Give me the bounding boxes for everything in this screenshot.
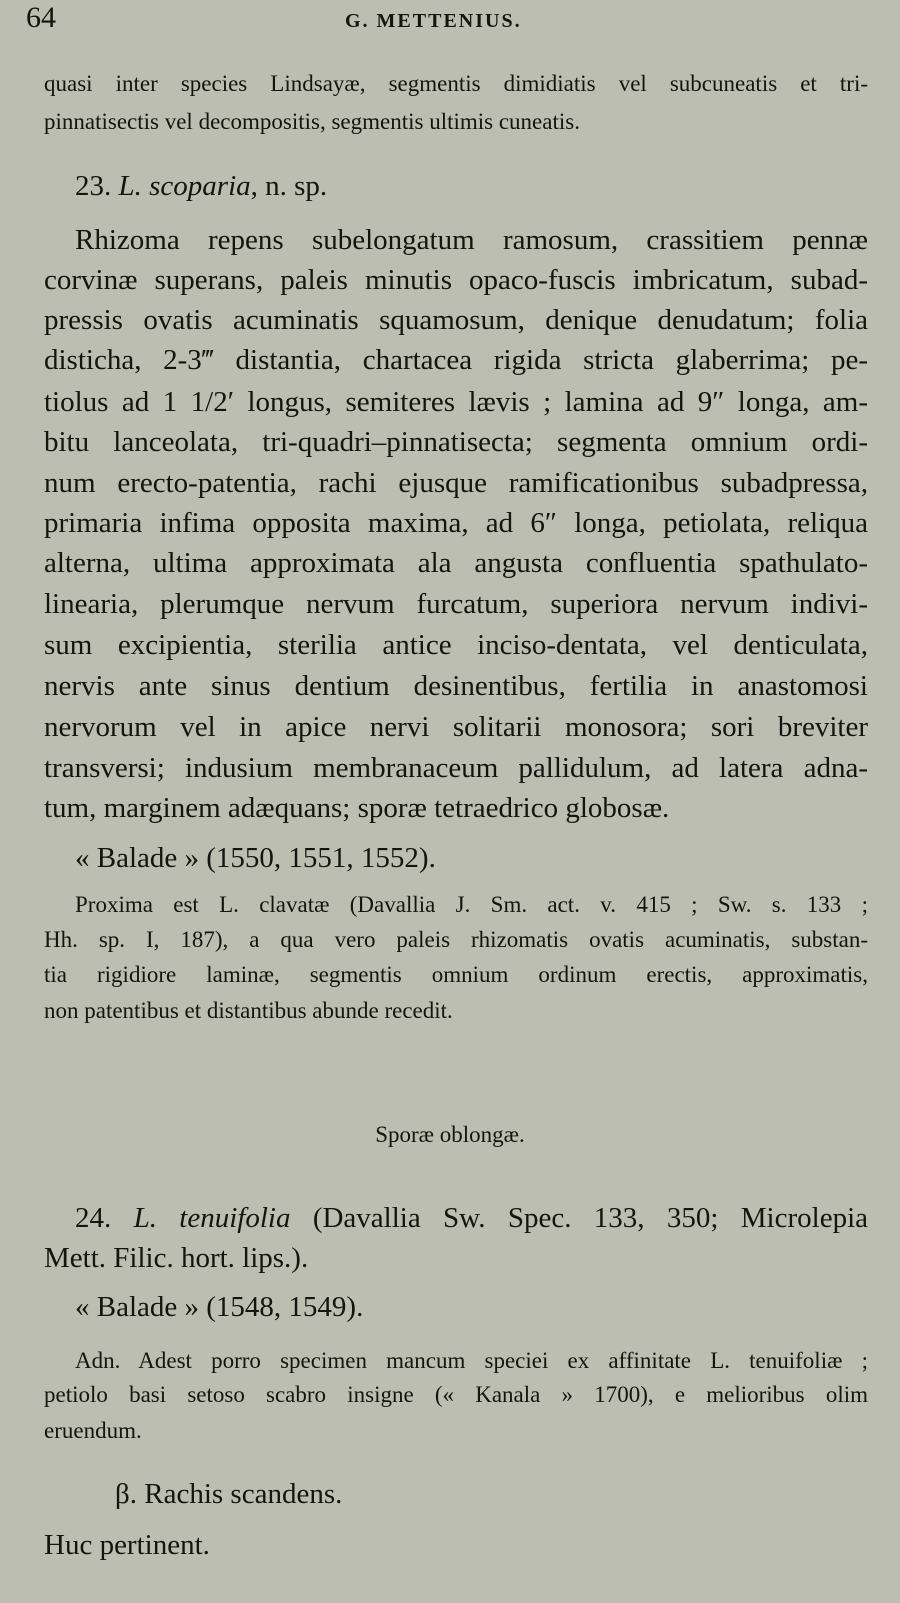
text-line: Adn. Adest porro specimen mancum speciei ex affinitate L. tenuifoliæ ; (75, 1348, 868, 1373)
text-line: eruendum. (44, 1418, 142, 1443)
text-line: Rhizoma repens subelongatum ramosum, crassitiem pennæ (75, 224, 868, 256)
species-23-locality: « Balade » (1550, 1551, 1552). (75, 842, 436, 874)
species-heading-23 (75, 166, 327, 206)
text-line: Proxima est L. clavatæ (Davallia J. Sm. act. v. 415 ; Sw. s. 133 ; (75, 892, 868, 917)
species-name: L. scoparia (118, 170, 251, 202)
text-line: linearia, plerumque nervum furcatum, superiora nervum indivi- (44, 588, 868, 620)
text-line: tiolus ad 1 1/2′ longus, semiteres lævis ; lamina ad 9″ longa, am- (44, 386, 868, 418)
species-number: 23. (75, 170, 112, 202)
text-line: non patentibus et distantibus abunde recedit. (44, 998, 453, 1023)
species-suffix: , n. sp. (250, 170, 328, 202)
text-line: bitu lanceolata, tri-quadri–pinnatisecta; segmenta omnium ordi- (44, 426, 868, 458)
species-24-locality: « Balade » (1548, 1549). (75, 1291, 364, 1323)
text-line: corvinæ superans, paleis minutis opaco-fuscis imbricatum, subad- (44, 264, 868, 296)
text-line: disticha, 2-3‴ distantia, chartacea rigida stricta glaberrima; pe- (44, 344, 868, 376)
section-heading: Sporæ oblongæ. (375, 1122, 525, 1147)
text-line: pressis ovatis acuminatis squamosum, denique denudatum; folia (44, 304, 868, 336)
text-line: tum, marginem adæquans; sporæ tetraedrico globosæ. (44, 792, 670, 824)
species-name: L. tenuifolia (133, 1202, 291, 1234)
text-line: tia rigidiore laminæ, segmentis omnium ordinum erectis, approximatis, (44, 962, 868, 987)
text-line: pinnatisectis vel decompositis, segmentis ultimis cuneatis. (44, 109, 580, 134)
text-line: quasi inter species Lindsayæ, segmentis dimidiatis vel subcuneatis et tri- (44, 71, 868, 96)
text-line: primaria infima opposita maxima, ad 6″ longa, petiolata, reliqua (44, 507, 868, 539)
text-line: Mett. Filic. hort. lips.). (44, 1242, 309, 1274)
text-line: petiolo basi setoso scabro insigne (« Kanala » 1700), e melioribus olim (44, 1382, 868, 1407)
running-title: G. METTENIUS. (345, 10, 522, 32)
closing-line: Huc pertinent. (44, 1529, 210, 1561)
text-line: Hh. sp. I, 187), a qua vero paleis rhizomatis ovatis acuminatis, substan- (44, 927, 868, 952)
species-number: 24. (75, 1202, 112, 1234)
variety-heading: β. Rachis scandens. (115, 1478, 343, 1510)
text-line: nervorum vel in apice nervi solitarii monosora; sori breviter (44, 711, 868, 743)
page-number: 64 (26, 1, 56, 34)
text-line: alterna, ultima approximata ala angusta confluentia spathulato- (44, 547, 868, 579)
text-line (75, 1198, 868, 1238)
text-line: sum excipientia, sterilia antice inciso-dentata, vel denticulata, (44, 629, 868, 661)
text-line: num erecto-patentia, rachi ejusque ramificationibus subadpressa, (44, 467, 868, 499)
text-line: transversi; indusium membranaceum pallidulum, ad latera adna- (44, 752, 868, 784)
text-line: nervis ante sinus dentium desinentibus, fertilia in anastomosi (44, 670, 868, 702)
species-synonymy: (Davallia Sw. Spec. 133, 350; Microlepia (290, 1202, 869, 1234)
